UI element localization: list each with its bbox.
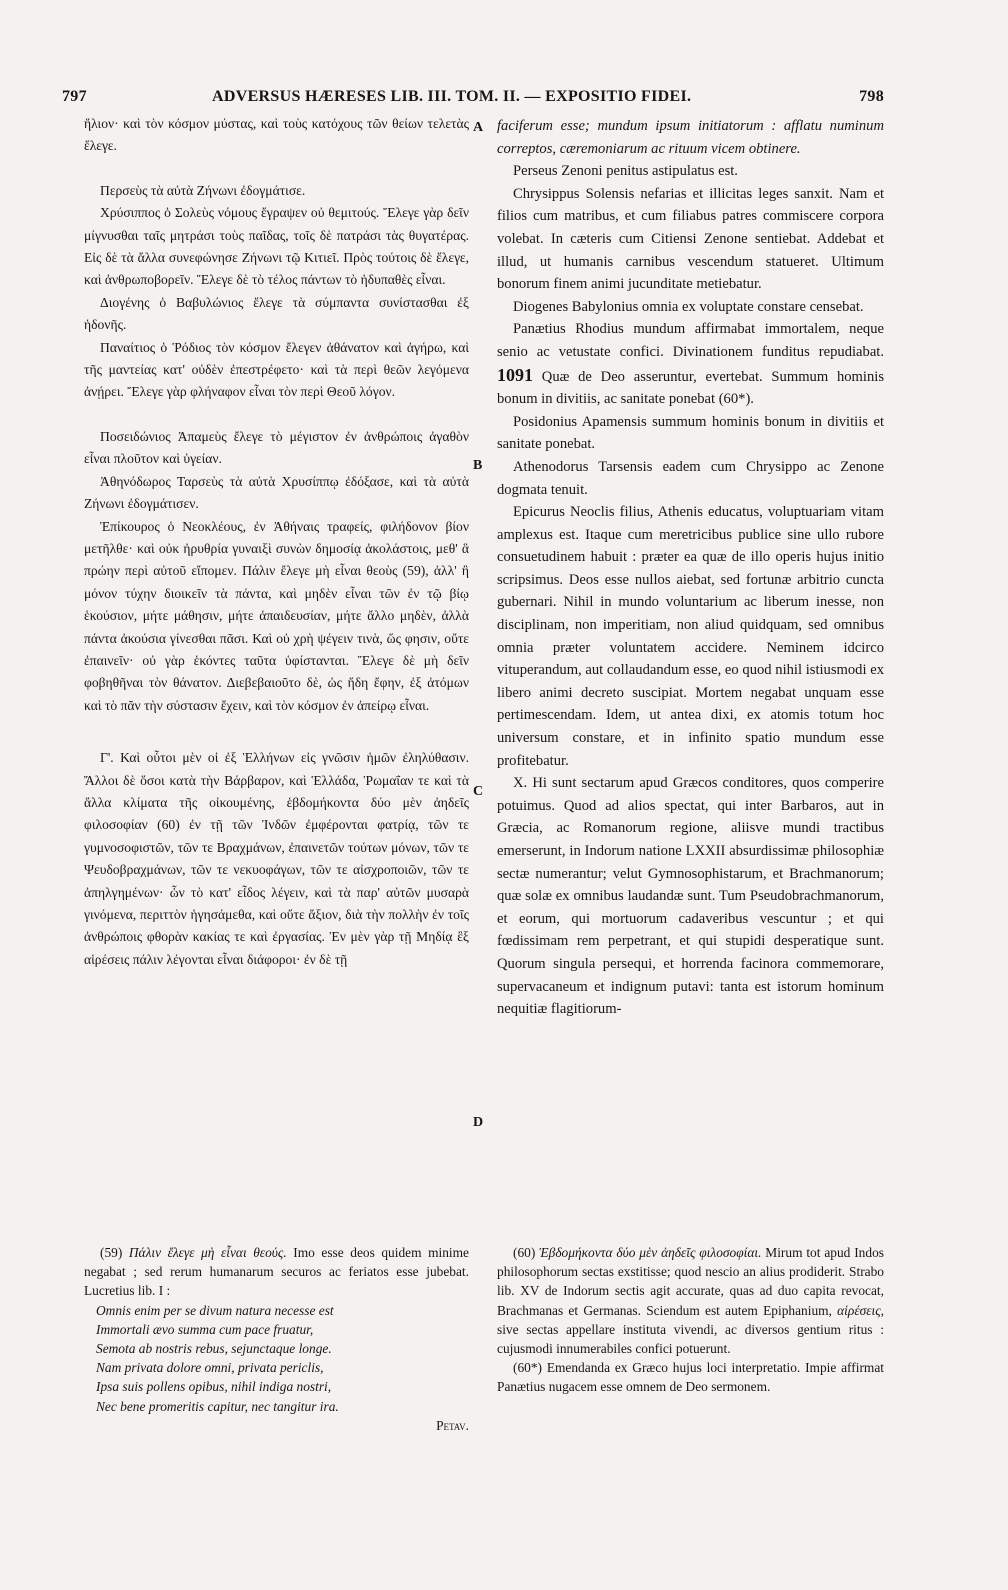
margin-marker-a: A	[473, 120, 484, 135]
verse-line: Omnis enim per se divum natura necesse est	[96, 1302, 334, 1318]
footnotes-right	[497, 1243, 884, 1397]
footnote-number: (60*)	[513, 1360, 543, 1376]
greek-paragraph: Χρύσιππος ὁ Σολεὺς νόμους ἔγραψεν οὐ θεμιτούς. Ἔλεγε γὰρ δεῖν μίγνυσθαι ταῖς μητράσι τοὺς παῖδας, τοῖς δὲ πατράσι τὰς θυγατέρας. Εἰς δὲ τὰ ἄλλα συνεφώνησε Ζήνωνι τῷ Κιτιεῖ. Πρὸς τούτοις δὲ ἔλεγε, καὶ ἀνθρωποβορεῖν. Ἔλεγε δὲ τὸ τέλος πάντων τὸ ἡδυπαθὲς εἶναι.	[84, 205, 469, 288]
footnotes-left	[84, 1243, 469, 1435]
latin-italic-word: faciferum esse; mundum ipsum initiatorum : afflatu numinum correptos, cæremoniarum ac rituum vicem obtinere.	[497, 118, 884, 157]
footnote-59	[84, 1243, 469, 1301]
greek-paragraph: Παναίτιος ὁ Ῥόδιος τὸν κόσμον ἔλεγεν ἀθάνατον καὶ ἀγήρω, καὶ τῆς μαντείας κατ' οὐδὲν ἐπεστρέφετο· καὶ τὰ περὶ θεῶν λεγόμενα ἀνῄρει. Ἔλεγε γὰρ φλήναφον εἶναι τὸν περὶ Θεοῦ λόγον.	[84, 339, 469, 400]
footnote-text: Imo esse deos quidem minime negabat ; sed rerum humanarum securos ac feriatos esse jubebat. Lucretius lib. I :	[84, 1245, 469, 1299]
footnote-number: (59)	[100, 1245, 123, 1260]
footnote-text: Mirum tot apud Indos philosophorum sectas exstitisse; quod nescio an alius prodiderit. Strabo lib. XV de Indorum sectis agit accurate, quas ad duo capita revocat, Brachmanas et Germanas. Sciendum est autem Epiphanium,	[497, 1245, 884, 1318]
margin-marker-b: B	[473, 458, 483, 473]
column-number: 1091	[497, 364, 533, 385]
footnote-text: sive sectas appellare instituta vivendi, ac diversos gentium ritus : cujusmodi innumerabiles confici potuerunt.	[497, 1321, 884, 1357]
footnote-signature: Petav.	[436, 1417, 469, 1433]
latin-paragraph: Athenodorus Tarsensis eadem cum Chrysippo ac Zenone dogmata tenuit.	[497, 458, 884, 498]
verse-line: Nam privata dolore omni, privata periclis,	[96, 1360, 324, 1376]
latin-paragraph: Diogenes Babylonius omnia ex voluptate constare censebat.	[513, 298, 864, 315]
margin-marker-c: C	[473, 784, 484, 799]
greek-paragraph: Ἀθηνόδωρος Ταρσεὺς τὰ αὐτὰ Χρυσίππῳ ἐδόξασε, καὶ τὰ αὐτὰ Ζήνωνι ἐδογμάτισεν.	[84, 473, 469, 512]
latin-paragraph: X. Hi sunt sectarum apud Græcos conditores, quos comperire potuimus. Quod ad alios spectat, qui inter Barbaros, aut in Græcia, ac Romanorum regione, aliisve mundi tractibus emerserunt, in Indorum natione LXXII absurdissimæ philosophiæ sectæ numerantur; velut Gymnosophistarum, et Brachmanorum; quæ solæ ex omnibus laudandæ sunt. Tum Pseudobrachmanorum, et eorum, qui mortuorum cadaveribus vescuntur ; et qui fœdissimam rem perpetrant, et qui stupidi desperatique sunt. Quorum singula persequi, et horrenda facinora commemorare, supervacaneum et indignum putavi: tanta est istorum hominum nequitiæ flagitiorum-	[497, 775, 884, 1018]
verse-quotation	[84, 1301, 469, 1416]
verse-line: Ipsa suis pollens opibus, nihil indiga nostri,	[96, 1379, 332, 1395]
verse-line: Semota ab nostris rebus, sejunctaque longe.	[96, 1341, 332, 1357]
greek-paragraph: Ἐπίκουρος ὁ Νεοκλέους, ἐν Ἀθήναις τραφείς, φιλήδονον βίον μετῆλθε· καὶ οὐκ ἠρυθρία γυναιξὶ συνὼν δημοσίᾳ ἀκολάστοις, μεθ' ἃ πρώην περὶ αὐτοῦ εἴπομεν. Πάλιν ἔλεγε μὴ εἶναι θεοὺς (59), ἀλλ' ἢ μόνον τύχην διοικεῖν τὰ πάντα, καὶ μηδὲν εἶναι τῶν ἐν τῷ βίῳ ἑκούσιον, μήτε μάθησιν, μήτε ἀπαιδευσίαν, μήτε ἄλλο μηδὲν, ἀλλὰ πάντα ἀκούσια γίνεσθαι πᾶσι. Καὶ οὐ χρὴ ψέγειν τινὰ, ὥς φησιν, οὔτε ἐπαινεῖν· οὐ γὰρ ἑκόντες ταῦτα ὑφίστανται. Ἔλεγε δὲ μὴ δεῖν φοβηθῆναι τὸν θάνατον. Διεβεβαιοῦτο δὲ, ὡς ἤδη ἔφην, ἐξ ἀτόμων καὶ τὸ πᾶν τὴν σύστασιν ἔχειν, καὶ τὸν κόσμον ἐν ἀπείρῳ εἶναι.	[84, 518, 469, 713]
footnote-60	[497, 1243, 884, 1358]
greek-paragraph: Γ'. Καὶ οὗτοι μὲν οἱ ἐξ Ἑλλήνων εἰς γνῶσιν ἡμῶν ἐληλύθασιν. Ἄλλοι δὲ ὅσοι κατὰ τὴν Βάρβαρον, καὶ Ἑλλάδα, Ῥωμαΐαν τε καὶ τὰ ἄλλα κλίματα τῆς οἰκουμένης, ἑβδομήκοντα δύο μὲν ἀηδεῖς φιλοσοφίαν (60) ἐν τῇ τῶν Ἰνδῶν ἐμφέρονται φατρίᾳ, τῶν τε γυμνοσοφιστῶν, τῶν τε Βραχμάνων, ἐπαινετῶν τούτων μόνων, τῶν τε Ψευδοβραχμάνων, τῶν τε νεκυοφάγων, τῶν τε αἰσχροποιῶν, τῶν τε ἀπηλγημένων· ὧν τὸ κατ' εἶδος λέγειν, καὶ τὰ παρ' αὐτῶν μυσαρὰ γινόμενα, περιττὸν ἡγησάμεθα, καὶ οὔτε ἄξιον, διὰ τὴν πολλὴν ἐν τοῖς ἀνθρώποις φθορὰν κακίας τε καὶ ἐργασίας. Ἐν μὲν γὰρ τῇ Μηδίᾳ ἒξ αἱρέσεις πάλιν λέγονται εἶναι διάφοροι· ἐν δὲ τῇ	[84, 750, 469, 967]
latin-paragraph: Perseus Zenoni penitus astipulatus est.	[513, 163, 738, 180]
running-title: ADVERSUS HÆRESES LIB. III. TOM. II. — EXPOSITIO FIDEI.	[212, 88, 692, 105]
verse-line: Immortali ævo summa cum pace fruatur,	[96, 1321, 314, 1337]
verse-line: Nec bene promeritis capitur, nec tangitur ira.	[96, 1398, 339, 1414]
footnote-greek: Ἑβδομήκοντα δύο μὲν ἀηδεῖς φιλοσοφίαι.	[539, 1245, 762, 1260]
page-number-right: 798	[859, 88, 884, 105]
latin-column	[497, 115, 884, 1021]
latin-text: Panætius Rhodius mundum affirmabat immortalem, neque senio ac vetustate confici. Divinationem funditus repudiabat.	[497, 321, 884, 360]
latin-paragraph	[497, 115, 884, 160]
margin-marker-d: D	[473, 1115, 484, 1130]
latin-paragraph	[497, 318, 884, 410]
footnote-text: Emendanda ex Græco hujus loci interpretatio. Impie affirmat Panætius nugacem esse omnem de Deo sermonem.	[497, 1360, 884, 1395]
greek-paragraph: Περσεὺς τὰ αὐτὰ Ζήνωνι ἐδογμάτισε.	[100, 182, 306, 198]
latin-paragraph: Epicurus Neoclis filius, Athenis educatus, voluptuariam vitam amplexus est. Itaque cum meretricibus publice sine ullo rubore consuetudinem habuit : præter ea quæ de illo operis hujus initio scripsimus. Deos esse nullos aiebat, sed fortunæ arbitrio cuncta gubernari. Nihil in mundo voluntarium ac liberum inesse, non disciplinam, non imperitiam, non aliud quidquam, sed omnibus omnia præter voluntatem accidere. Neminem idcirco vituperandum, aut collaudandum esse, eo quod nihil istiusmodi ex libero animi decreto suscipiat. Mortem negabat unquam esse pertimescendam. Idem, ut antea dixi, ex atomis totum hoc universum constare, et in infinito spatio mundum esse profitebatur.	[497, 504, 884, 769]
greek-paragraph: Διογένης ὁ Βαβυλώνιος ἔλεγε τὰ σύμπαντα συνίστασθαι ἐξ ἡδονῆς.	[84, 294, 469, 333]
greek-paragraph: Ποσειδώνιος Ἀπαμεὺς ἔλεγε τὸ μέγιστον ἐν ἀνθρώποις ἀγαθὸν εἶναι πλοῦτον καὶ ὑγείαν.	[84, 428, 469, 467]
greek-paragraph: ἥλιον· καὶ τὸν κόσμον μύστας, καὶ τοὺς κατόχους τῶν θείων τελετὰς ἔλεγε.	[84, 116, 469, 154]
footnote-60-star	[497, 1358, 884, 1396]
latin-paragraph: Chrysippus Solensis nefarias et illicitas leges sanxit. Nam et filios cum matribus, et cum filiabus patres commiscere corpora volebat. In cæteris cum Citiensi Zenone sentiebat. Addebat et illud, ut humanis carnibus vescendum statueret. Ultimum bonorum finem animi jucunditate metiebatur.	[497, 185, 884, 293]
page-number-left: 797	[62, 88, 87, 105]
footnote-number: (60)	[513, 1245, 536, 1260]
footnote-greek: αἱρέσεις,	[837, 1302, 884, 1318]
greek-column	[84, 113, 469, 971]
latin-paragraph: Posidonius Apamensis summum hominis bonum in divitiis et sanitate ponebat.	[497, 413, 884, 453]
running-head	[62, 88, 884, 114]
footnote-greek: Πάλιν ἔλεγε μὴ εἶναι θεούς.	[128, 1245, 287, 1260]
latin-text: Quæ de Deo asseruntur, evertebat. Summum hominis bonum in divitiis, ac sanitate ponebat (60*).	[497, 368, 884, 408]
